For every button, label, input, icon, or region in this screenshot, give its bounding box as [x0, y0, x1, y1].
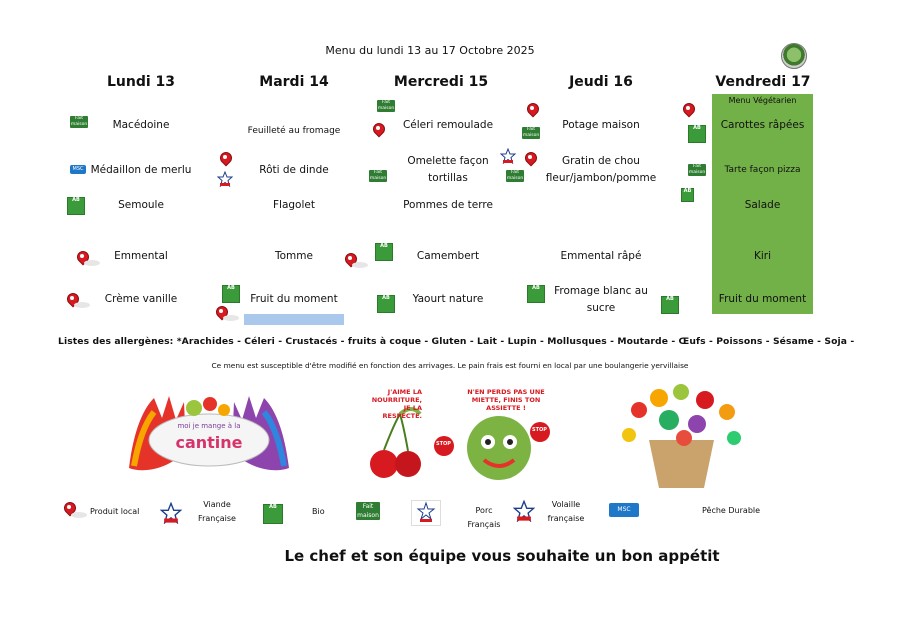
ab-label: AB	[666, 296, 674, 302]
highlight-bar	[244, 314, 344, 325]
poster-text-2: N'EN PERDS PAS UNE MIETTE, FINIS TON ASSIETTE !	[467, 388, 545, 412]
local-pin-icon	[525, 152, 536, 167]
legend-volaille	[544, 498, 588, 526]
ab-label: AB	[227, 285, 235, 291]
menu-item: Emmental râpé	[560, 250, 642, 262]
menu-item: Feuilleté au fromage	[247, 126, 341, 136]
anti-waste-poster	[360, 384, 555, 480]
ab-label: AB	[693, 125, 701, 131]
legend-viande	[194, 498, 240, 526]
legend-porc-line-1: Porc	[475, 506, 493, 515]
menu-item: Yaourt nature	[412, 293, 484, 305]
porc-francais-star-icon	[411, 500, 441, 526]
porc-francais-star-icon	[500, 148, 516, 164]
msc-peche-durable-icon: MSC	[70, 165, 86, 174]
legend-volaille-line-2: française	[547, 514, 585, 523]
menu-item: Pommes de terre	[403, 199, 493, 211]
menu-item: Gratin de chou fleur/jambon/pomme	[545, 155, 657, 184]
menu-item: Fruit du moment	[718, 293, 807, 305]
menu-item: Crème vanille	[104, 293, 178, 305]
menu-item: Tomme	[275, 250, 313, 262]
menu-item: Tarte façon pizza	[724, 165, 801, 175]
fait-maison-icon: Fait maison	[506, 170, 524, 181]
stop-badge: STOP	[436, 441, 451, 447]
legend-peche: Pêche Durable	[702, 506, 761, 515]
legend-porc	[462, 504, 506, 532]
ab-label: AB	[72, 197, 80, 203]
legend-volaille-line-1: Volaille	[551, 500, 581, 509]
day-header-vendredi: Vendredi 17	[715, 74, 811, 90]
ab-label: AB	[382, 295, 390, 301]
footer-message: Le chef et son équipe vous souhaite un bon appétit	[284, 547, 720, 565]
menu-item: Fruit du moment	[250, 293, 338, 305]
ab-bio-icon	[661, 296, 679, 314]
poster-text-1: J'AIME LA NOURRITURE, JE LA RESPECTE.	[371, 388, 422, 420]
menu-item: Potage maison	[562, 119, 640, 131]
fait-maison-icon: Fait maison	[688, 164, 706, 175]
ab-bio-icon	[263, 504, 283, 524]
day-header-mardi: Mardi 14	[259, 74, 329, 90]
ab-bio-icon	[222, 285, 240, 303]
vegetarian-label: Menu Végétarien	[728, 96, 797, 105]
menu-item: Rôti de dinde	[259, 164, 329, 176]
allergen-list: Listes des allergènes: *Arachides - Céleri - Crustacés - fruits à coque - Gluten - Lait - Lupin - Mollusques - Moutarde - Œufs - Poissons - Sésame - Soja -	[58, 336, 855, 347]
viande-francaise-star-icon	[160, 502, 182, 524]
pin-shadow	[74, 302, 90, 308]
legend-porc-line-2: Français	[467, 520, 501, 529]
pin-shadow	[223, 315, 239, 321]
menu-item: Flagolet	[273, 199, 315, 211]
menu-item: Fromage blanc au sucre	[554, 285, 648, 314]
menu-item: Céleri remoulade	[402, 119, 494, 131]
local-pin-icon	[683, 103, 694, 118]
menu-note: Ce menu est susceptible d'être modifié en fonction des arrivages. Le pain frais est fourni en local par une boulangerie yervillaise	[211, 361, 689, 370]
fait-maison-icon: Fait maison	[377, 100, 395, 111]
ab-bio-icon	[688, 125, 706, 143]
legend-viande-line-2: Française	[198, 514, 236, 523]
local-pin-icon	[527, 103, 538, 118]
stop-badge: STOP	[532, 427, 547, 433]
volaille-francaise-star-icon	[513, 500, 535, 522]
menu-item: Médaillon de merlu	[90, 164, 192, 176]
fait-maison-icon: Fait maison	[70, 116, 88, 127]
menu-item: Camembert	[416, 250, 480, 262]
ab-bio-icon	[681, 188, 694, 202]
local-pin-icon	[220, 152, 231, 167]
menu-item: Omelette façon tortillas	[407, 155, 489, 184]
ab-label: AB	[380, 243, 388, 249]
menu-item: Semoule	[118, 199, 164, 211]
ab-bio-icon	[375, 243, 393, 261]
ab-bio-icon	[377, 295, 395, 313]
ab-label: AB	[683, 188, 692, 194]
hands-caption-2: cantine	[175, 433, 243, 452]
local-pin-icon	[373, 123, 384, 138]
menu-item: Kiri	[753, 250, 772, 262]
viande-francaise-star-icon	[217, 171, 233, 187]
legend-local: Produit local	[90, 507, 140, 516]
ab-bio-icon	[527, 285, 545, 303]
hands-caption-1: moi je mange à la	[177, 422, 241, 430]
legend-viande-line-1: Viande	[203, 500, 231, 509]
day-header-jeudi: Jeudi 16	[569, 74, 633, 90]
ab-bio-icon	[67, 197, 85, 215]
pin-shadow	[71, 512, 87, 518]
pin-shadow	[352, 262, 368, 268]
ab-label: AB	[532, 285, 540, 291]
ab-label: AB	[269, 504, 277, 510]
fait-maison-icon: Fait maison	[357, 503, 379, 519]
menu-item: Emmental	[114, 250, 168, 262]
day-header-lundi: Lundi 13	[106, 74, 176, 90]
cantine-hands-illustration	[124, 388, 294, 474]
fruits-vegetables-illustration	[609, 380, 754, 490]
menu-item: Salade	[744, 199, 781, 211]
pin-shadow	[84, 260, 100, 266]
school-logo-icon	[781, 43, 807, 69]
legend-bio: Bio	[312, 507, 325, 516]
menu-item: Macédoine	[112, 119, 170, 131]
msc-peche-durable-icon: MSC	[609, 503, 639, 517]
day-header-mercredi: Mercredi 15	[393, 74, 489, 90]
menu-item: Carottes râpées	[720, 119, 805, 131]
fait-maison-icon: Fait maison	[522, 127, 540, 138]
fait-maison-icon: Fait maison	[369, 170, 387, 181]
menu-title: Menu du lundi 13 au 17 Octobre 2025	[325, 44, 535, 57]
